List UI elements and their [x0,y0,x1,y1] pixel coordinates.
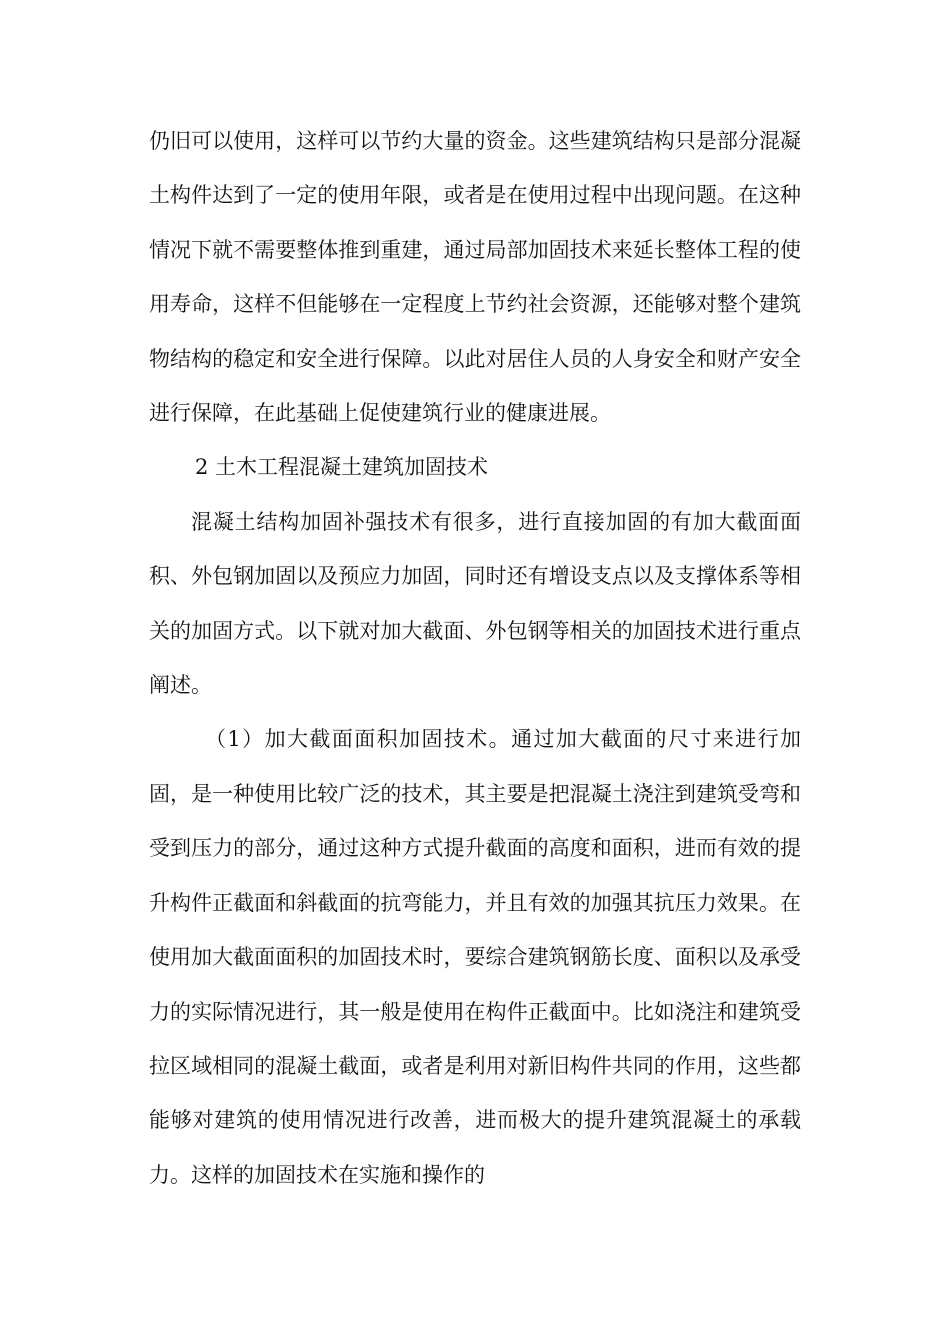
document-body [149,114,801,1202]
paragraph-continuation: 仍旧可以使用，这样可以节约大量的资金。这些建筑结构只是部分混凝土构件达到了一定的使用年限，或者是在使用过程中出现问题。在这种情况下就不需要整体推到重建，通过局部加固技术来延长整体工程的使用寿命，这样不但能够在一定程度上节约社会资源，还能够对整个建筑物结构的稳定和安全进行保障。以此对居住人员的人身安全和财产安全进行保障，在此基础上促使建筑行业的健康进展。 [149,129,801,426]
paragraph-intro: 混凝土结构加固补强技术有很多，进行直接加固的有加大截面面积、外包钢加固以及预应力加固，同时还有增设支点以及支撑体系等相关的加固方式。以下就对加大截面、外包钢等相关的加固技术进行重点阐述。 [149,509,801,698]
paragraph-item-1: （1）加大截面面积加固技术。通过加大截面的尺寸来进行加固，是一种使用比较广泛的技术，其主要是把混凝土浇注到建筑受弯和受到压力的部分，通过这种方式提升截面的高度和面积，进而有效的提升构件正截面和斜截面的抗弯能力，并且有效的加强其抗压力效果。在使用加大截面面积的加固技术时，要综合建筑钢筋长度、面积以及承受力的实际情况进行，其一般是使用在构件正截面中。比如浇注和建筑受拉区域相同的混凝土截面，或者是利用对新旧构件共同的作用，这些都能够对建筑的使用情况进行改善，进而极大的提升建筑混凝土的承载力。这样的加固技术在实施和操作的 [149,727,801,1187]
section-heading: 2 土木工程混凝土建筑加固技术 [195,455,489,480]
